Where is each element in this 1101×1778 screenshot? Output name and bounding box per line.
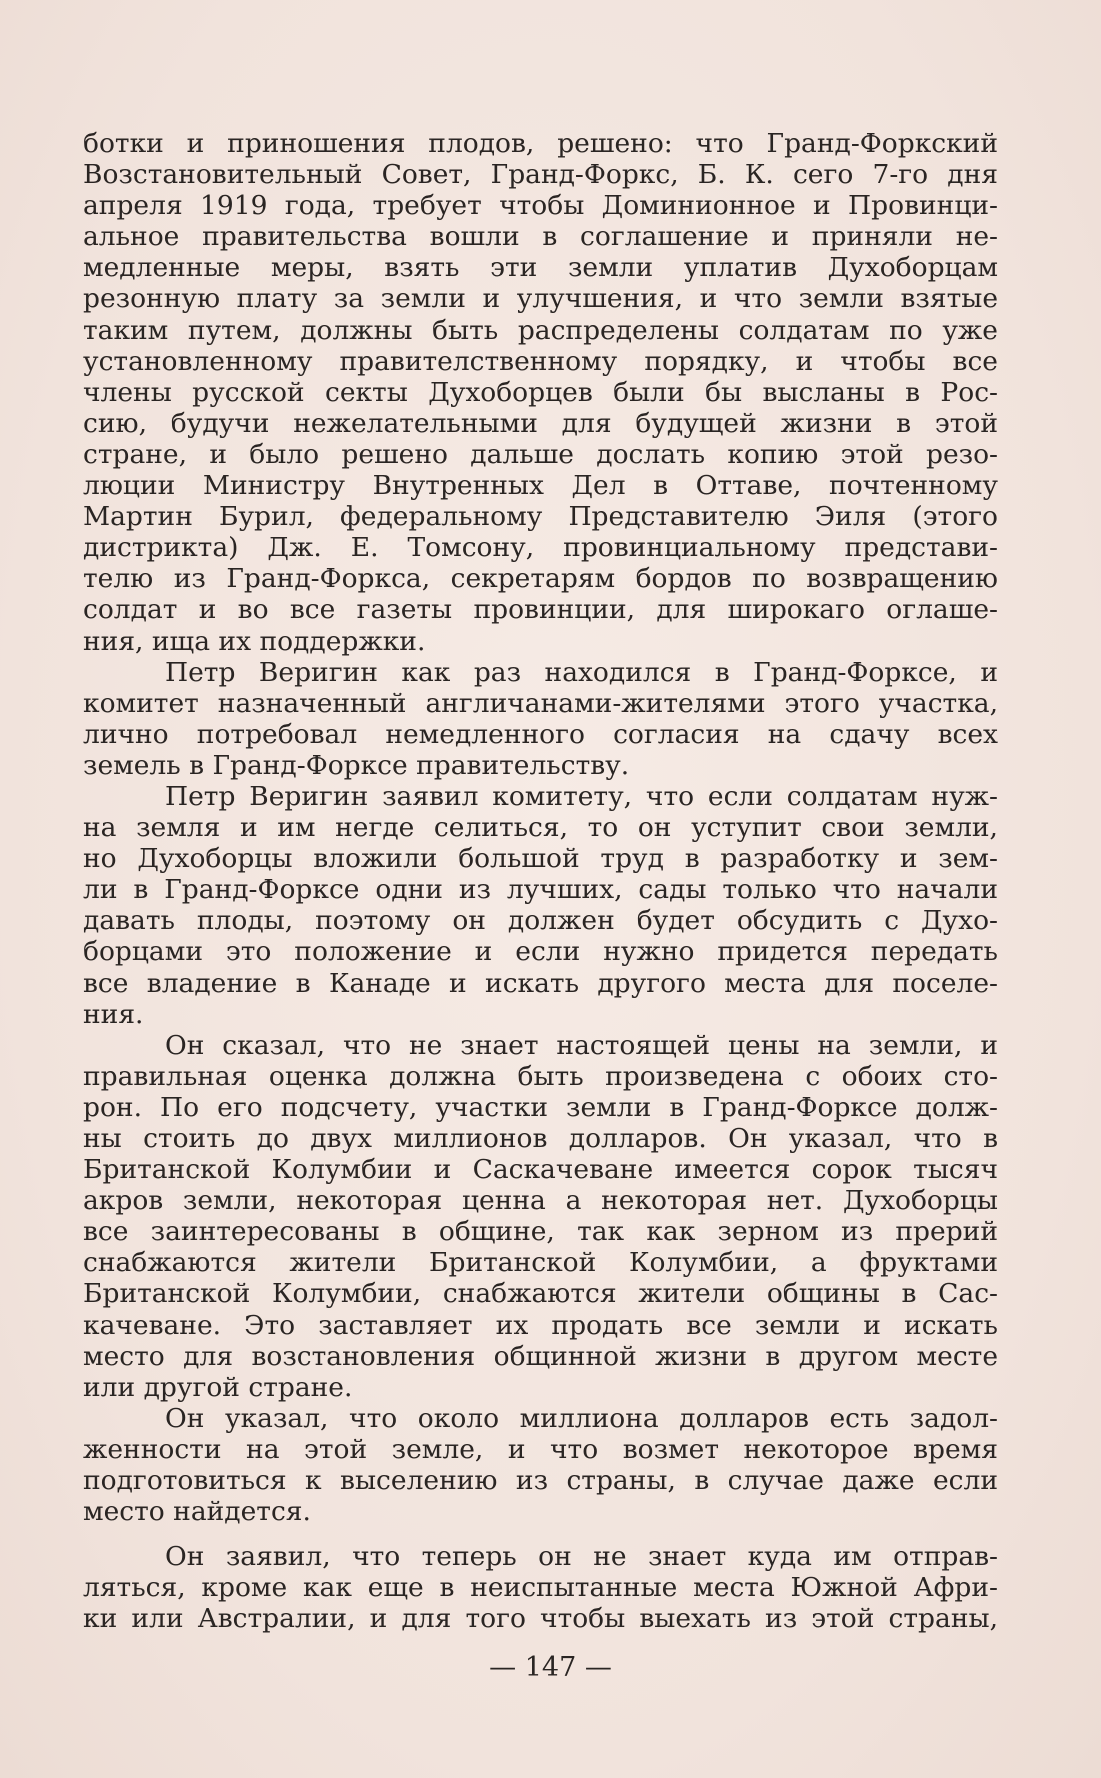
page-number: — 147 — — [489, 1652, 612, 1683]
text-line: правильная оценка должна быть произведена с обоих сто- — [83, 1060, 998, 1092]
text-line: установленному правителственному порядку, и чтобы все — [83, 345, 998, 377]
text-line: солдат и во все газеты провинции, для широкаго оглаше- — [83, 594, 998, 626]
text-line: лично потребовал немедленного согласия на сдачу всех — [83, 718, 998, 750]
text-line: место для возстановления общинной жизни в другом месте — [83, 1340, 998, 1372]
text-line: Мартин Бурил, федеральному Представителю Эиля (этого — [83, 501, 998, 533]
text-line: дистрикта) Дж. Е. Томсону, провинциальному представи- — [83, 532, 998, 564]
text-line: ния, ища их поддержки. — [83, 625, 426, 657]
text-line: стране, и было решено дальше дослать копию этой резо- — [83, 438, 998, 470]
text-line: Британской Колумбии, снабжаются жители общины в Сас- — [83, 1278, 998, 1310]
text-line: альное правительства вошли в соглашение и приняли не- — [83, 221, 998, 253]
text-line: Петр Веригин заявил комитету, что если солдатам нуж- — [165, 780, 998, 812]
paragraph — [83, 1541, 998, 1634]
paragraph — [83, 1030, 998, 1403]
text-line: Он указал, что около миллиона долларов есть задол- — [165, 1402, 998, 1434]
text-line: земель в Гранд-Форксе правительству. — [83, 749, 630, 781]
text-line: ли в Гранд-Форксе одни из лучших, сады только что начали — [83, 874, 998, 906]
text-line: ны стоить до двух миллионов долларов. Он указал, что в — [83, 1123, 998, 1154]
text-line: ки или Австралии, и для того чтобы выехать из этой страны, — [83, 1603, 998, 1635]
text-line: люции Министру Внутренных Дел в Оттаве, почтенному — [83, 470, 998, 502]
text-line: борцами это положение и если нужно придется передать — [83, 936, 998, 968]
text-line: Возстановительный Совет, Гранд-Форкс, Б. К. сего 7-го дня — [83, 159, 998, 191]
text-line: сию, будучи нежелательными для будущей жизни в этой — [83, 407, 998, 439]
text-line: все заинтересованы в общине, так как зерном из прерий — [83, 1216, 998, 1248]
text-line: ляться, кроме как еще в неиспытанные места Южной Афри- — [83, 1572, 998, 1604]
text-line: ния. — [83, 998, 144, 1030]
text-line: телю из Гранд-Форкса, секретарям бордов по возвращению — [83, 563, 998, 595]
text-line: акров земли, некоторая ценна а некоторая нет. Духоборцы — [83, 1185, 998, 1217]
text-line: Он заявил, что теперь он не знает куда им отправ- — [165, 1541, 998, 1573]
paragraph — [83, 128, 998, 657]
text-line: Петр Веригин как раз находился в Гранд-Форксе, и — [165, 656, 998, 688]
text-line: рон. По его подсчету, участки земли в Гранд-Форксе долж- — [83, 1091, 998, 1123]
text-line: таким путем, должны быть распределены солдатам по уже — [83, 314, 998, 346]
text-line: Британской Колумбии и Саскачеване имеется сорок тысяч — [83, 1154, 998, 1186]
text-line: апреля 1919 года, требует чтобы Доминионное и Провинци- — [83, 190, 998, 222]
paragraph — [83, 781, 998, 1030]
text-line: медленные меры, взять эти земли уплатив Духоборцам — [83, 252, 998, 284]
text-line: или другой стране. — [83, 1371, 353, 1403]
text-line: ботки и приношения плодов, решено: что Гранд-Форкский — [83, 128, 998, 159]
text-line: члены русской секты Духоборцев были бы высланы в Рос- — [83, 376, 998, 408]
text-line: снабжаются жители Британской Колумбии, а фруктами — [83, 1247, 998, 1279]
text-line: подготовиться к выселению из страны, в случае даже если — [83, 1465, 998, 1497]
text-line: давать плоды, поэтому он должен будет обсудить с Духо- — [83, 905, 998, 937]
text-line: резонную плату за земли и улучшения, и что земли взятые — [83, 283, 998, 315]
text-line: женности на этой земле, и что возмет некоторое время — [83, 1433, 998, 1465]
text-line: комитет назначенный англичанами-жителями этого участка, — [83, 687, 998, 719]
text-line: на земля и им негде селиться, то он уступит свои земли, — [83, 812, 998, 844]
text-line: все владение в Канаде и искать другого места для поселе- — [83, 967, 998, 999]
text-line: место найдется. — [83, 1496, 311, 1528]
text-line: Он сказал, что не знает настоящей цены на земли, и — [165, 1029, 998, 1061]
paragraph — [83, 657, 998, 781]
text-line: но Духоборцы вложили большой труд в разработку и зем- — [83, 843, 998, 875]
text-line: качеване. Это заставляет их продать все земли и искать — [83, 1309, 998, 1341]
paragraph — [83, 1403, 998, 1527]
page-body-text — [83, 128, 998, 1635]
